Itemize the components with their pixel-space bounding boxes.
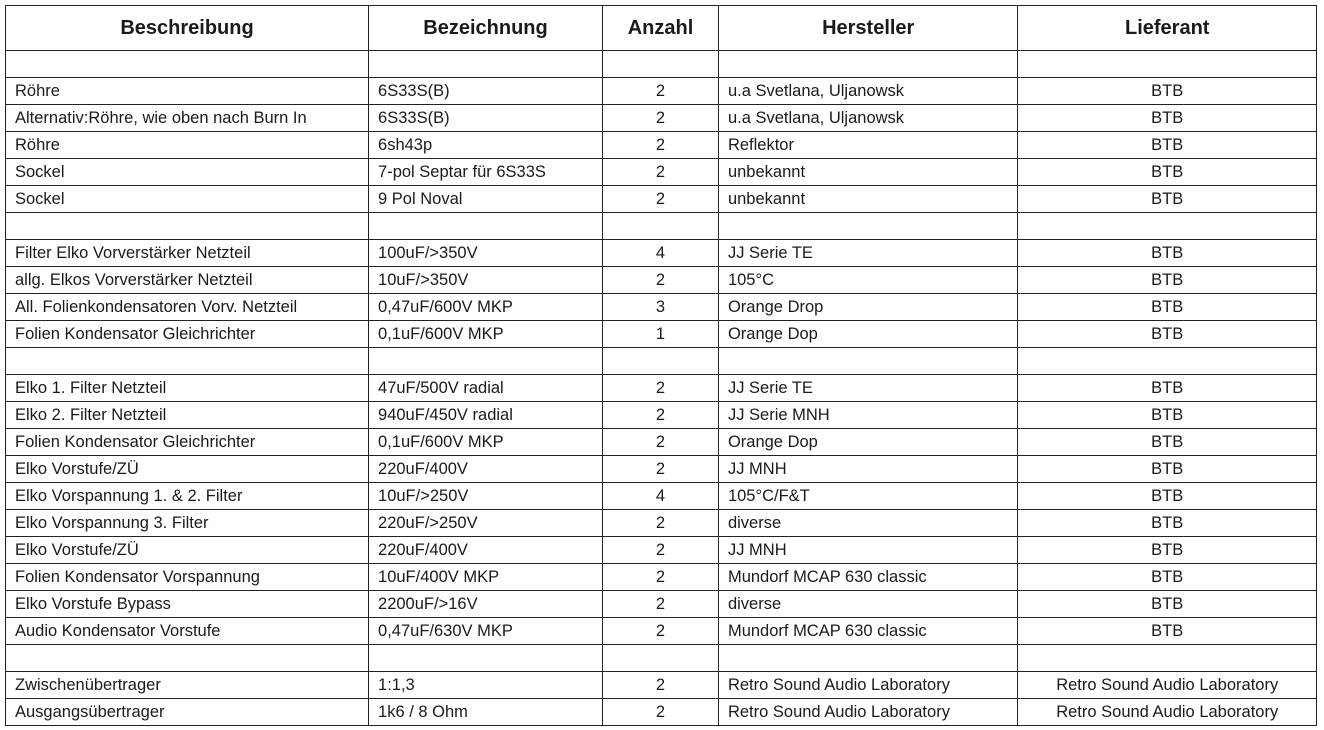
- cell-anzahl: 2: [602, 159, 718, 186]
- cell-bezeichnung: 0,47uF/630V MKP: [369, 618, 603, 645]
- table-row: [6, 537, 1317, 564]
- cell-lieferant: [1018, 348, 1317, 375]
- cell-hersteller: Orange Dop: [718, 429, 1018, 456]
- cell-hersteller: unbekannt: [718, 186, 1018, 213]
- table-row: [6, 429, 1317, 456]
- cell-lieferant: BTB: [1018, 564, 1317, 591]
- cell-lieferant: BTB: [1018, 186, 1317, 213]
- cell-lieferant: BTB: [1018, 267, 1317, 294]
- cell-beschreibung: Sockel: [6, 186, 369, 213]
- cell-bezeichnung: 1:1,3: [369, 672, 603, 699]
- cell-lieferant: Retro Sound Audio Laboratory: [1018, 672, 1317, 699]
- cell-bezeichnung: 6S33S(B): [369, 78, 603, 105]
- cell-anzahl: 2: [602, 78, 718, 105]
- cell-bezeichnung: 220uF/>250V: [369, 510, 603, 537]
- cell-beschreibung: [6, 213, 369, 240]
- cell-bezeichnung: [369, 51, 603, 78]
- cell-lieferant: [1018, 51, 1317, 78]
- cell-beschreibung: Alternativ:Röhre, wie oben nach Burn In: [6, 105, 369, 132]
- cell-anzahl: 2: [602, 132, 718, 159]
- cell-bezeichnung: 6sh43p: [369, 132, 603, 159]
- cell-lieferant: BTB: [1018, 537, 1317, 564]
- cell-lieferant: BTB: [1018, 591, 1317, 618]
- cell-anzahl: 2: [602, 402, 718, 429]
- table-row: [6, 51, 1317, 78]
- cell-lieferant: BTB: [1018, 105, 1317, 132]
- cell-bezeichnung: 10uF/>350V: [369, 267, 603, 294]
- cell-anzahl: 2: [602, 105, 718, 132]
- table-row: [6, 645, 1317, 672]
- cell-bezeichnung: 0,1uF/600V MKP: [369, 321, 603, 348]
- cell-anzahl: [602, 213, 718, 240]
- table-row: [6, 267, 1317, 294]
- cell-hersteller: JJ Serie TE: [718, 375, 1018, 402]
- cell-beschreibung: [6, 645, 369, 672]
- table-row: [6, 510, 1317, 537]
- cell-beschreibung: Audio Kondensator Vorstufe: [6, 618, 369, 645]
- cell-anzahl: 1: [602, 321, 718, 348]
- cell-anzahl: 2: [602, 564, 718, 591]
- header-bezeichnung: Bezeichnung: [369, 6, 603, 51]
- table-row: [6, 402, 1317, 429]
- cell-lieferant: BTB: [1018, 375, 1317, 402]
- cell-bezeichnung: 940uF/450V radial: [369, 402, 603, 429]
- cell-hersteller: Orange Dop: [718, 321, 1018, 348]
- header-lieferant: Lieferant: [1018, 6, 1317, 51]
- table-row: [6, 591, 1317, 618]
- cell-hersteller: unbekannt: [718, 159, 1018, 186]
- cell-bezeichnung: 10uF/>250V: [369, 483, 603, 510]
- cell-hersteller: JJ MNH: [718, 537, 1018, 564]
- cell-beschreibung: All. Folienkondensatoren Vorv. Netzteil: [6, 294, 369, 321]
- cell-lieferant: [1018, 645, 1317, 672]
- table-row: [6, 78, 1317, 105]
- table-row: [6, 213, 1317, 240]
- cell-bezeichnung: 220uF/400V: [369, 537, 603, 564]
- table-row: [6, 618, 1317, 645]
- cell-beschreibung: Röhre: [6, 132, 369, 159]
- cell-bezeichnung: 0,1uF/600V MKP: [369, 429, 603, 456]
- header-beschreibung: Beschreibung: [6, 6, 369, 51]
- cell-hersteller: Mundorf MCAP 630 classic: [718, 564, 1018, 591]
- table-body: [6, 51, 1317, 726]
- table-row: [6, 375, 1317, 402]
- cell-lieferant: BTB: [1018, 483, 1317, 510]
- cell-lieferant: BTB: [1018, 456, 1317, 483]
- cell-beschreibung: Sockel: [6, 159, 369, 186]
- cell-beschreibung: Elko Vorspannung 3. Filter: [6, 510, 369, 537]
- table-row: [6, 186, 1317, 213]
- cell-hersteller: [718, 645, 1018, 672]
- cell-hersteller: diverse: [718, 510, 1018, 537]
- cell-beschreibung: Zwischenübertrager: [6, 672, 369, 699]
- table-row: [6, 105, 1317, 132]
- cell-bezeichnung: 47uF/500V radial: [369, 375, 603, 402]
- cell-anzahl: 2: [602, 510, 718, 537]
- table-row: [6, 321, 1317, 348]
- cell-beschreibung: Folien Kondensator Gleichrichter: [6, 321, 369, 348]
- cell-beschreibung: [6, 51, 369, 78]
- cell-beschreibung: [6, 348, 369, 375]
- table-row: [6, 132, 1317, 159]
- cell-bezeichnung: 1k6 / 8 Ohm: [369, 699, 603, 726]
- cell-beschreibung: Ausgangsübertrager: [6, 699, 369, 726]
- cell-hersteller: JJ Serie TE: [718, 240, 1018, 267]
- cell-hersteller: Retro Sound Audio Laboratory: [718, 699, 1018, 726]
- cell-bezeichnung: [369, 213, 603, 240]
- cell-beschreibung: Folien Kondensator Gleichrichter: [6, 429, 369, 456]
- table-header-row: [6, 6, 1317, 51]
- table-row: [6, 294, 1317, 321]
- cell-lieferant: BTB: [1018, 132, 1317, 159]
- cell-lieferant: BTB: [1018, 159, 1317, 186]
- cell-beschreibung: Folien Kondensator Vorspannung: [6, 564, 369, 591]
- cell-lieferant: BTB: [1018, 618, 1317, 645]
- cell-hersteller: 105°C/F&T: [718, 483, 1018, 510]
- cell-anzahl: 4: [602, 240, 718, 267]
- cell-beschreibung: Elko Vorstufe/ZÜ: [6, 456, 369, 483]
- cell-lieferant: BTB: [1018, 402, 1317, 429]
- cell-anzahl: [602, 348, 718, 375]
- cell-beschreibung: Elko 1. Filter Netzteil: [6, 375, 369, 402]
- cell-lieferant: BTB: [1018, 240, 1317, 267]
- cell-beschreibung: Röhre: [6, 78, 369, 105]
- cell-bezeichnung: 2200uF/>16V: [369, 591, 603, 618]
- cell-anzahl: 2: [602, 456, 718, 483]
- cell-anzahl: 2: [602, 267, 718, 294]
- cell-anzahl: 2: [602, 591, 718, 618]
- table-row: [6, 240, 1317, 267]
- cell-bezeichnung: 100uF/>350V: [369, 240, 603, 267]
- cell-bezeichnung: 0,47uF/600V MKP: [369, 294, 603, 321]
- cell-anzahl: 2: [602, 186, 718, 213]
- cell-bezeichnung: [369, 645, 603, 672]
- table-row: [6, 456, 1317, 483]
- cell-lieferant: BTB: [1018, 321, 1317, 348]
- cell-beschreibung: Elko 2. Filter Netzteil: [6, 402, 369, 429]
- cell-lieferant: BTB: [1018, 78, 1317, 105]
- cell-hersteller: [718, 51, 1018, 78]
- cell-bezeichnung: 6S33S(B): [369, 105, 603, 132]
- cell-bezeichnung: 7-pol Septar für 6S33S: [369, 159, 603, 186]
- cell-hersteller: JJ MNH: [718, 456, 1018, 483]
- table-row: [6, 564, 1317, 591]
- cell-anzahl: 4: [602, 483, 718, 510]
- header-hersteller: Hersteller: [718, 6, 1018, 51]
- cell-anzahl: 2: [602, 537, 718, 564]
- cell-hersteller: u.a Svetlana, Uljanowsk: [718, 78, 1018, 105]
- cell-hersteller: [718, 348, 1018, 375]
- header-anzahl: Anzahl: [602, 6, 718, 51]
- cell-anzahl: 2: [602, 672, 718, 699]
- cell-anzahl: 2: [602, 429, 718, 456]
- cell-bezeichnung: 9 Pol Noval: [369, 186, 603, 213]
- cell-hersteller: Orange Drop: [718, 294, 1018, 321]
- cell-bezeichnung: [369, 348, 603, 375]
- cell-lieferant: BTB: [1018, 294, 1317, 321]
- cell-hersteller: JJ Serie MNH: [718, 402, 1018, 429]
- cell-hersteller: [718, 213, 1018, 240]
- parts-list-table: [5, 5, 1317, 726]
- cell-bezeichnung: 10uF/400V MKP: [369, 564, 603, 591]
- cell-hersteller: Mundorf MCAP 630 classic: [718, 618, 1018, 645]
- table-row: [6, 483, 1317, 510]
- cell-lieferant: BTB: [1018, 510, 1317, 537]
- cell-anzahl: [602, 645, 718, 672]
- table-row: [6, 159, 1317, 186]
- cell-anzahl: 2: [602, 375, 718, 402]
- cell-hersteller: Retro Sound Audio Laboratory: [718, 672, 1018, 699]
- cell-anzahl: 3: [602, 294, 718, 321]
- cell-beschreibung: Elko Vorspannung 1. & 2. Filter: [6, 483, 369, 510]
- table-row: [6, 348, 1317, 375]
- cell-lieferant: [1018, 213, 1317, 240]
- table-row: [6, 699, 1317, 726]
- cell-lieferant: BTB: [1018, 429, 1317, 456]
- cell-hersteller: u.a Svetlana, Uljanowsk: [718, 105, 1018, 132]
- cell-beschreibung: Elko Vorstufe/ZÜ: [6, 537, 369, 564]
- cell-hersteller: Reflektor: [718, 132, 1018, 159]
- cell-beschreibung: Elko Vorstufe Bypass: [6, 591, 369, 618]
- table-row: [6, 672, 1317, 699]
- cell-anzahl: [602, 51, 718, 78]
- cell-beschreibung: allg. Elkos Vorverstärker Netzteil: [6, 267, 369, 294]
- cell-anzahl: 2: [602, 699, 718, 726]
- cell-bezeichnung: 220uF/400V: [369, 456, 603, 483]
- cell-hersteller: diverse: [718, 591, 1018, 618]
- cell-anzahl: 2: [602, 618, 718, 645]
- cell-lieferant: Retro Sound Audio Laboratory: [1018, 699, 1317, 726]
- cell-beschreibung: Filter Elko Vorverstärker Netzteil: [6, 240, 369, 267]
- cell-hersteller: 105°C: [718, 267, 1018, 294]
